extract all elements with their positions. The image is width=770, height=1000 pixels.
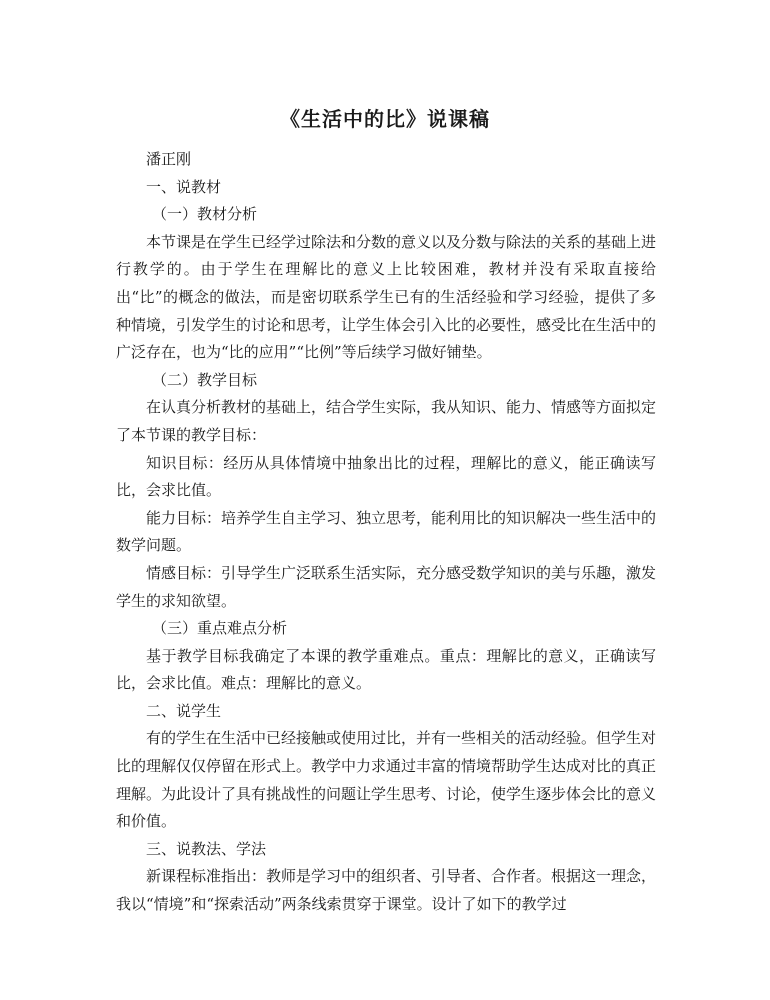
section-heading-methods: 三、说教法、学法 xyxy=(146,839,267,858)
paragraph-emotion-goal: 情感目标：引导学生广泛联系生活实际，充分感受数学知识的美与乐趣，激发学生的求知欲望。 xyxy=(116,563,657,610)
subheading-key-points: （三）重点难点分析 xyxy=(152,619,288,638)
subheading-teaching-goals: （二）教学目标 xyxy=(152,370,258,389)
paragraph-ability-goal: 能力目标：培养学生自主学习、独立思考，能利用比的知识解决一些生活中的数学问题。 xyxy=(116,508,657,555)
paragraph-textbook-analysis: 本节课是在学生已经学过除法和分数的意义以及分数与除法的关系的基础上进行教学的。由于学生在理解比的意义上比较困难，教材并没有采取直接给出“比”的概念的做法，而是密切联系学生已有的生活经验和学习经验，提供了多种情境，引发学生的讨论和思考，让学生体会引入比的必要性，感受比在生活中的广泛存在，也为“比的应用”“比例”等后续学习做好铺垫。 xyxy=(116,232,657,362)
paragraph-goals-intro: 在认真分析教材的基础上，结合学生实际，我从知识、能力、情感等方面拟定了本节课的教学目标： xyxy=(116,398,657,444)
subheading-textbook-analysis: （一）教材分析 xyxy=(152,205,258,224)
paragraph-methods: 新课程标准指出：教师是学习中的组织者、引导者、合作者。根据这一理念，我以“情境”和“探索活动”两条线索贯穿于课堂。设计了如下的教学过 xyxy=(116,867,657,914)
document-body xyxy=(116,146,656,919)
paragraph-key-points: 基于教学目标我确定了本课的教学重难点。重点：理解比的意义，正确读写比，会求比值。难点：理解比的意义。 xyxy=(116,646,656,693)
section-heading-students: 二、说学生 xyxy=(146,701,222,720)
paragraph-knowledge-goal: 知识目标：经历从具体情境中抽象出比的过程，理解比的意义，能正确读写比，会求比值。 xyxy=(116,453,656,500)
author-name: 潘正刚 xyxy=(146,150,192,168)
document-title: 《生活中的比》说课稿 xyxy=(280,107,490,131)
section-heading-textbook: 一、说教材 xyxy=(146,177,222,196)
paragraph-students: 有的学生在生活中已经接触或使用过比，并有一些相关的活动经验。但学生对比的理解仅仅停留在形式上。教学中力求通过丰富的情境帮助学生达成对比的真正理解。为此设计了具有挑战性的问题让学生思考、讨论，使学生逐步体会比的意义和价值。 xyxy=(116,729,657,831)
